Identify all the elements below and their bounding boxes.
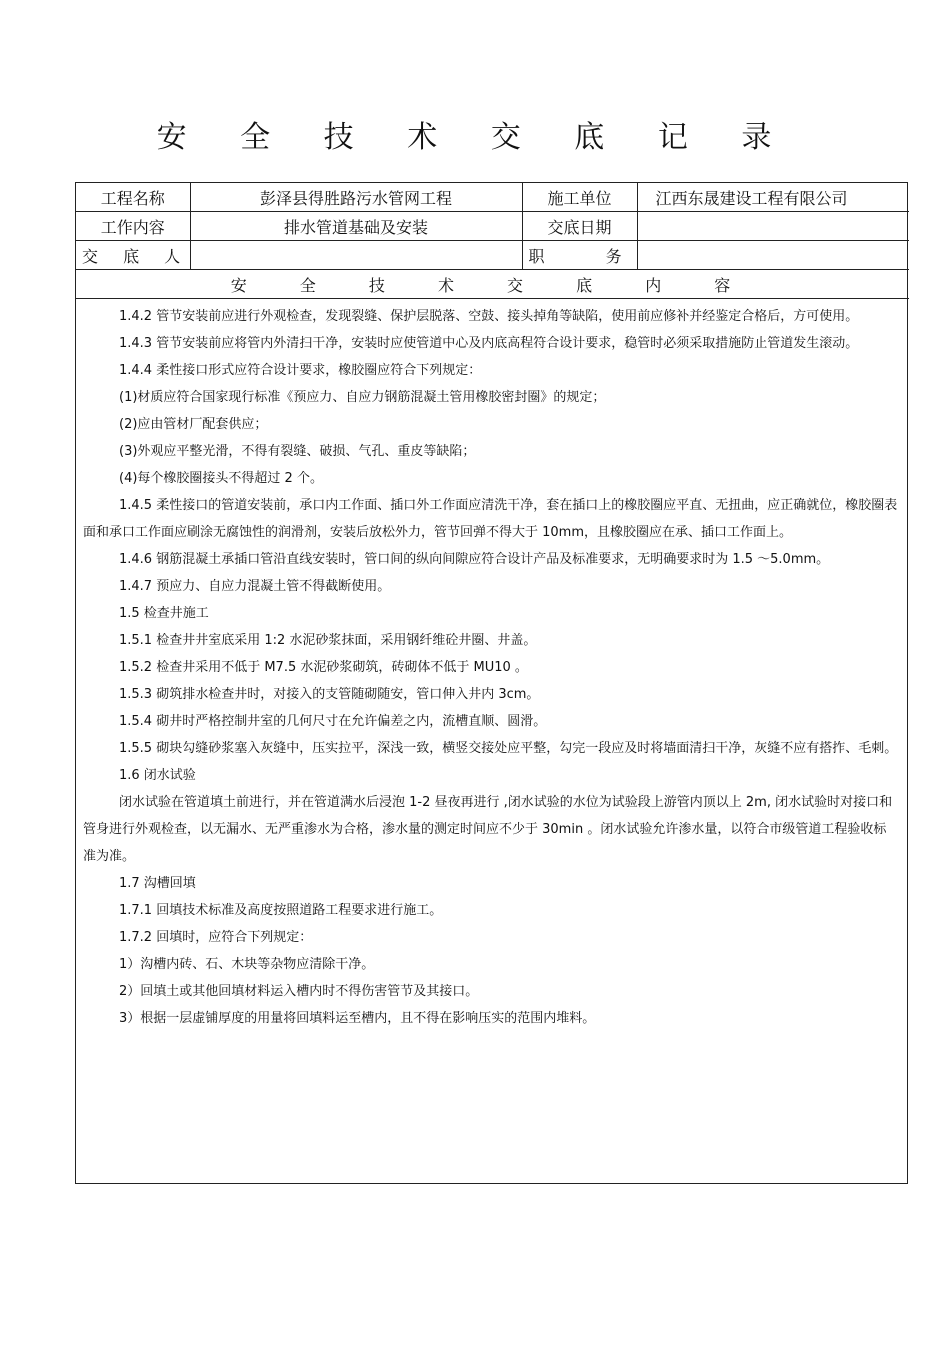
paragraph: 1.5.3 砌筑排水检查井时，对接入的支管随砌随安，管口伸入井内 3cm。 [119,687,540,702]
position-value [637,241,909,270]
list-item: (4)每个橡胶圈接头不得超过 2 个。 [119,471,323,486]
project-name-label: 工程名称 [76,183,190,212]
paragraph: 1.4.3 管节安装前应将管内外清扫干净，安装时应使管道中心及内底高程符合设计要求，稳管时必须采取措施防止管道发生滚动。 [119,336,859,351]
construction-unit-value: 江西东晟建设工程有限公司 [637,183,909,212]
list-item: 2）回填土或其他回填材料运入槽内时不得伤害管节及其接口。 [119,984,479,999]
list-item: (2)应由管材厂配套供应； [119,417,268,432]
paragraph: 1.7.2 回填时，应符合下列规定： [119,930,313,945]
header-table [76,183,909,299]
paragraph: 1.4.2 管节安装前应进行外观检查，发现裂缝、保护层脱落、空鼓、接头掉角等缺陷，使用前应修补并经鉴定合格后，方可使用。 [119,309,859,324]
paragraph: 1.4.4 柔性接口形式应符合设计要求，橡胶圈应符合下列规定： [119,363,482,378]
paragraph: 1.5.4 砌井时严格控制井室的几何尺寸在允许偏差之内，流槽直顺、圆滑。 [119,714,547,729]
list-item: 1）沟槽内砖、石、木块等杂物应清除干净。 [119,957,375,972]
paragraph: 1.4.6 钢筋混凝土承插口管沿直线安装时，管口间的纵向间隙应符合设计产品及标准要求，无明确要求时为 1.5 ～5.0mm。 [119,552,830,567]
disclosure-date-label: 交底日期 [522,212,637,241]
construction-unit-label: 施工单位 [522,183,637,212]
discloser-value [190,241,522,270]
section-heading: 1.5 检查井施工 [119,606,209,621]
list-item: 3）根据一层虚铺厚度的用量将回填料运至槽内，且不得在影响压实的范围内堆料。 [119,1011,596,1026]
page-title: 安 全 技 术 交 底 记 录 [156,120,794,155]
paragraph: 1.4.5 柔性接口的管道安装前，承口内工作面、插口外工作面应清洗干净，套在插口上的橡胶圈应平直、无扭曲，应正确就位，橡胶圈表面和承口工作面应刷涂无腐蚀性的润滑剂，安装后放松外力，管节回弹不得大于 10mm，且橡胶圈应在承、插口工作面上。 [83,498,898,540]
header-row-project [76,183,909,212]
paragraph: 1.5.2 检查井采用不低于 M7.5 水泥砂浆砌筑，砖砌体不低于 MU10 。 [119,660,528,675]
content-body [76,299,907,1032]
list-item: (1)材质应符合国家现行标准《预应力、自应力钢筋混凝土管用橡胶密封圈》的规定； [119,390,606,405]
paragraph: 1.7.1 回填技术标准及高度按照道路工程要求进行施工。 [119,903,443,918]
section-heading: 1.6 闭水试验 [119,768,196,783]
section-title: 安 全 技 术 交 底 内 容 [76,270,909,299]
section-heading: 1.7 沟槽回填 [119,876,196,891]
paragraph: 闭水试验在管道填土前进行，并在管道满水后浸泡 1-2 昼夜再进行 ,闭水试验的水位为试验段上游管内顶以上 2m, 闭水试验时对接口和管身进行外观检查，以无漏水、无严重渗水为合格，渗水量的测定时间应不少于 30min 。闭水试验允许渗水量，以符合市级管道工程验收标准为准。 [83,795,893,864]
header-row-person [76,241,909,270]
discloser-label: 交 底 人 [76,241,190,270]
list-item: (3)外观应平整光滑，不得有裂缝、破损、气孔、重皮等缺陷； [119,444,476,459]
project-name-value: 彭泽县得胜路污水管网工程 [190,183,522,212]
work-content-label: 工作内容 [76,212,190,241]
position-label: 职 务 [522,241,637,270]
disclosure-form [75,182,908,1184]
work-content-value: 排水管道基础及安装 [190,212,522,241]
header-row-section [76,270,909,299]
header-row-work [76,212,909,241]
paragraph: 1.4.7 预应力、自应力混凝土管不得截断使用。 [119,579,391,594]
disclosure-date-value [637,212,909,241]
paragraph: 1.5.5 砌块勾缝砂浆塞入灰缝中，压实拉平，深浅一致，横竖交接处应平整，勾完一段应及时将墙面清扫干净，灰缝不应有搭拃、毛刺。 [119,741,898,756]
paragraph: 1.5.1 检查井井室底采用 1:2 水泥砂浆抹面，采用钢纤维砼井圈、井盖。 [119,633,537,648]
